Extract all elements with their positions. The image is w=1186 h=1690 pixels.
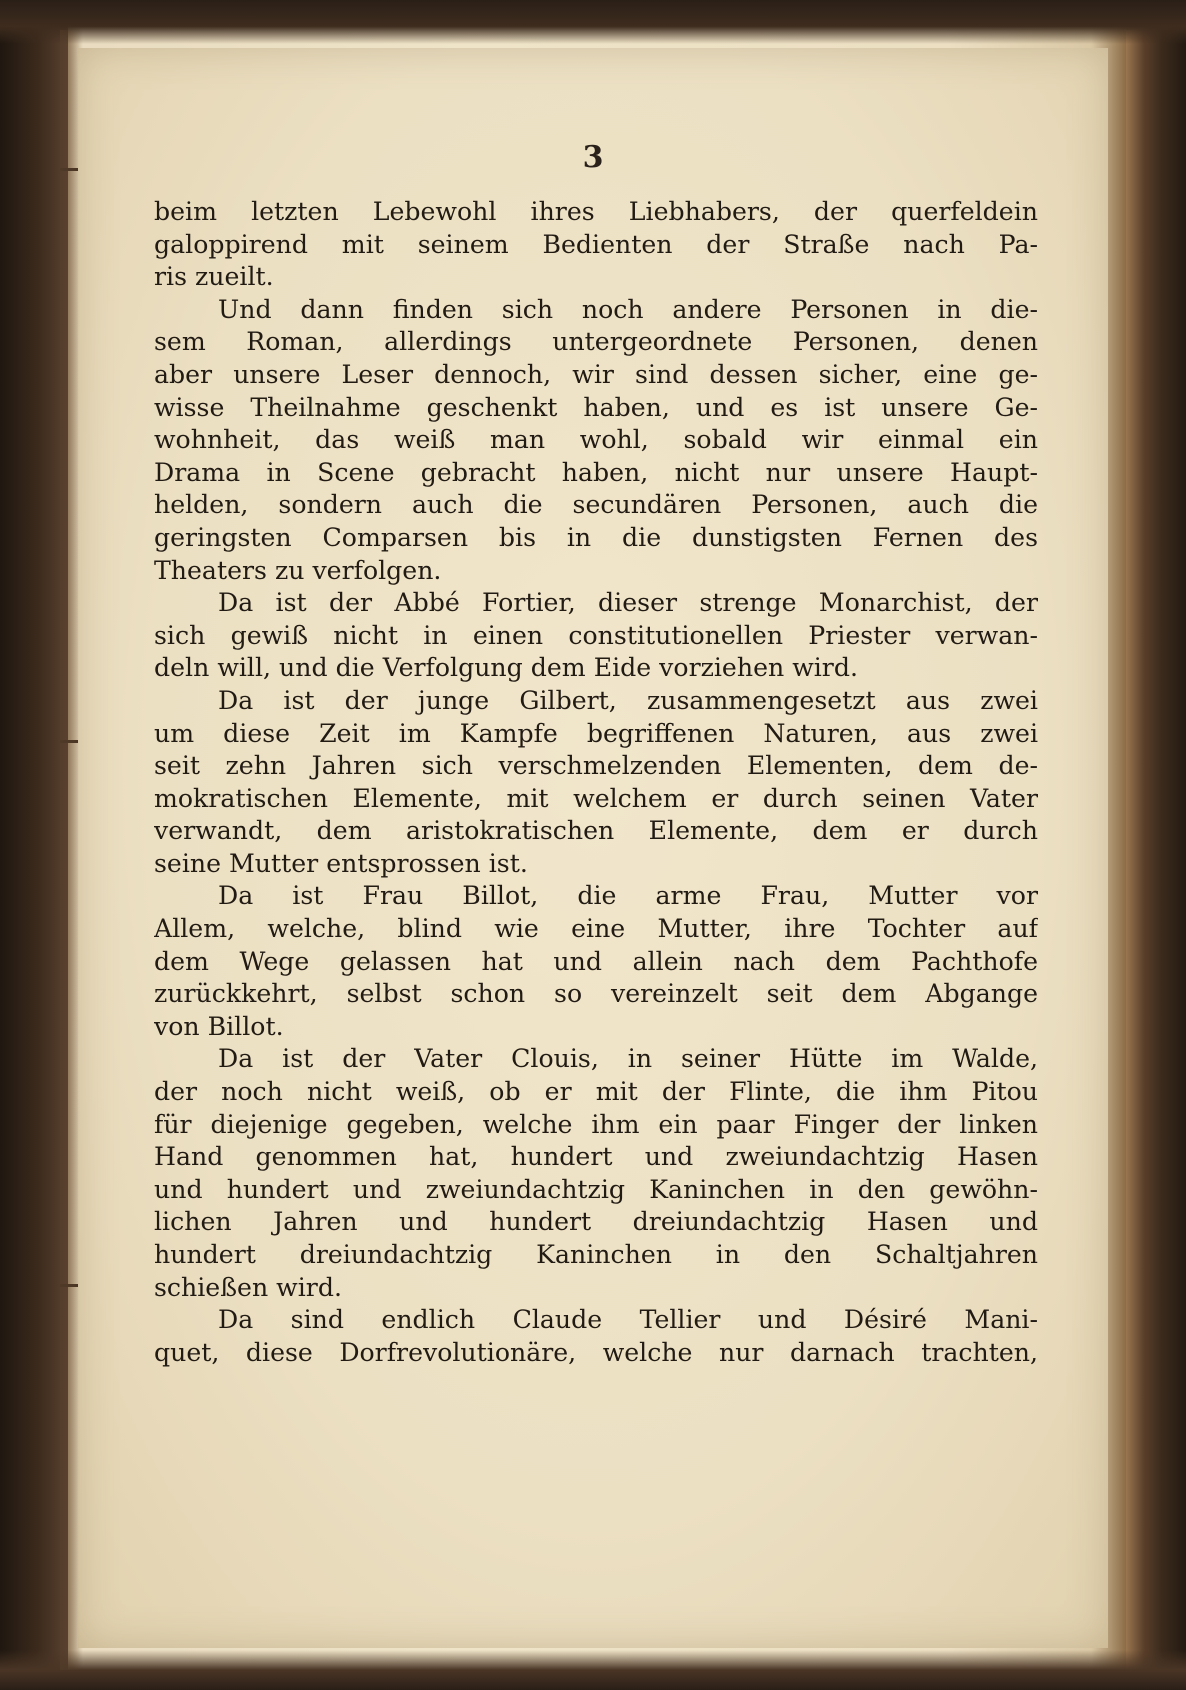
text-line: Hand genommen hat, hundert und zweiundachtzig Hasen [154,1142,1038,1172]
text-line: seine Mutter entsprossen ist. [154,848,528,878]
text-line: verwandt, dem aristokratischen Elemente, dem er durch [154,816,1038,846]
text-line: Da ist der junge Gilbert, zusammengesetzt aus zwei [218,685,1038,715]
text-line: ris zueilt. [154,262,274,292]
text-line: hundert dreiundachtzig Kaninchen in den Schaltjahren [154,1240,1038,1269]
text-line: Drama in Scene gebracht haben, nicht nur unsere Haupt- [154,457,1038,487]
text-line: sich gewiß nicht in einen constitutionellen Priester verwan- [154,620,1038,650]
book-page [78,48,1108,1648]
text-line: Da ist der Vater Clouis, in seiner Hütte im Walde, [218,1044,1038,1074]
text-line: und hundert und zweiundachtzig Kaninchen in den gewöhn- [154,1174,1038,1204]
text-line: Da sind endlich Claude Tellier und Désiré Mani- [218,1305,1038,1335]
text-line: Da ist Frau Billot, die arme Frau, Mutter vor [218,881,1038,911]
text-line: beim letzten Lebewohl ihres Liebhabers, der querfeldein [154,197,1038,226]
text-line: deln will, und die Verfolgung dem Eide vorziehen wird. [154,653,858,683]
top-cover-edge [0,0,1186,44]
text-line: Da ist der Abbé Fortier, dieser strenge Monarchist, der [218,588,1038,618]
text-line: lichen Jahren und hundert dreiundachtzig Hasen und [154,1207,1038,1237]
book-cover-edge [1126,30,1186,1670]
text-line: mokratischen Elemente, mit welchem er durch seinen Vater [154,783,1038,813]
bottom-cover-edge [0,1650,1186,1690]
page-gutter-shadow [60,30,80,1670]
text-line: quet, diese Dorfrevolutionäre, welche nur darnach trachten, [154,1337,1038,1367]
text-line: Und dann finden sich noch andere Personen in die- [218,294,1038,324]
text-line: sem Roman, allerdings untergeordnete Personen, denen [154,327,1038,357]
text-line: zurückkehrt, selbst schon so vereinzelt seit dem Abgange [154,979,1038,1009]
text-line: Allem, welche, blind wie eine Mutter, ihre Tochter auf [154,914,1038,944]
text-line: dem Wege gelassen hat und allein nach dem Pachthofe [154,946,1038,976]
text-line: um diese Zeit im Kampfe begriffenen Naturen, aus zwei [154,718,1038,748]
text-line: seit zehn Jahren sich verschmelzenden Elementen, dem de- [154,751,1038,781]
text-line: Theaters zu verfolgen. [154,555,442,585]
text-line: geringsten Comparsen bis in die dunstigsten Fernen des [154,522,1038,552]
text-line: für diejenige gegeben, welche ihm ein paar Finger der linken [154,1109,1038,1139]
text-line: wisse Theilnahme geschenkt haben, und es ist unsere Ge- [154,392,1038,422]
text-line: galoppirend mit seinem Bedienten der Straße nach Pa- [154,229,1038,259]
text-line: wohnheit, das weiß man wohl, sobald wir einmal ein [154,425,1038,455]
book-spine [0,0,68,1690]
text-line: von Billot. [154,1011,284,1041]
text-line: der noch nicht weiß, ob er mit der Flinte, die ihm Pitou [154,1077,1038,1107]
text-line: helden, sondern auch die secundären Personen, auch die [154,490,1038,520]
text-line: aber unsere Leser dennoch, wir sind dessen sicher, eine ge- [154,359,1038,389]
page-number: 3 [582,140,604,175]
page-text [154,196,1038,1369]
text-line: schießen wird. [154,1272,342,1302]
